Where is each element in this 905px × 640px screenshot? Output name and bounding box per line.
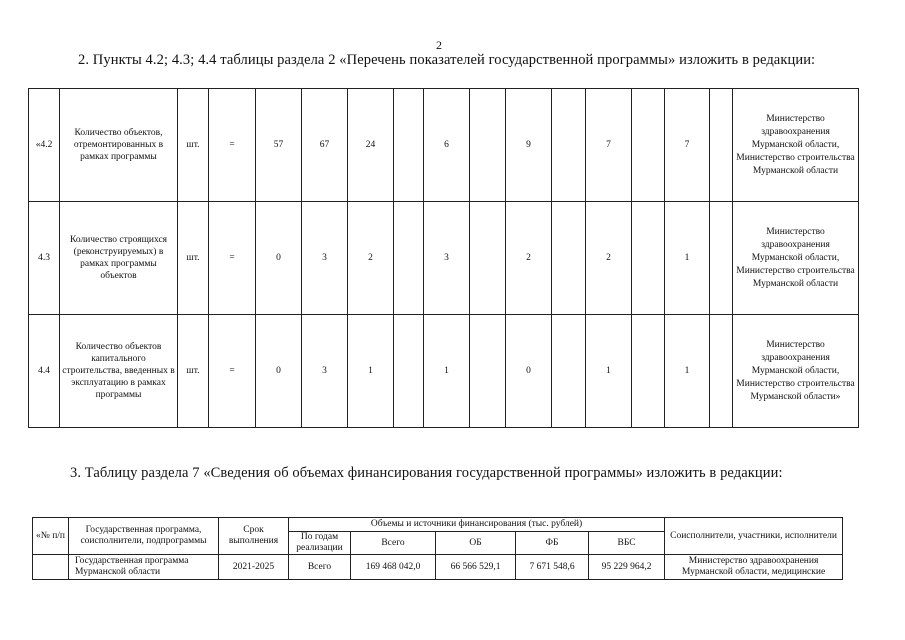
indicator-value-cell [552,202,586,315]
indicator-value-cell: 6 [424,89,470,202]
indicator-value-cell: 0 [506,315,552,428]
indicator-value-cell: 9 [506,89,552,202]
section-3-heading: 3. Таблицу раздела 7 «Сведения об объемах финансирования государственной программы» изложить в редакции: [70,465,783,481]
row-total: 169 468 042,0 [351,555,436,580]
indicator-value-cell [394,202,424,315]
header-program: Государственная программа, соисполнители, подпрограммы [69,518,219,555]
row-vbs: 95 229 964,2 [589,555,665,580]
row-fb: 7 671 548,6 [516,555,589,580]
funding-table [32,517,843,580]
indicator-value-cell: 1 [665,202,710,315]
row-num-cell: 4.4 [29,315,60,428]
indicators-table [28,88,859,428]
header-term: Срок выполнения [219,518,289,555]
row-years: Всего [289,555,351,580]
indicator-value-cell: 1 [424,315,470,428]
indicator-value-cell: 2 [586,202,632,315]
executors-cell: Министерство здравоохранения Мурманской области, Министерство строительства Мурманской области» [733,315,859,428]
indicator-value-cell: 2 [506,202,552,315]
indicator-name-cell: Количество объектов, отремонтированных в рамках программы [60,89,178,202]
indicator-value-cell: 3 [302,315,348,428]
row-ob: 66 566 529,1 [436,555,516,580]
unit-cell: шт. [178,202,209,315]
header-total: Всего [351,532,436,555]
indicator-value-cell [394,315,424,428]
unit-cell: шт. [178,315,209,428]
section-2-heading: 2. Пункты 4.2; 4.3; 4.4 таблицы раздела 2 «Перечень показателей государственной программы» изложить в редакции: [78,52,816,68]
header-num: «№ п/п [33,518,69,555]
indicator-value-cell: 7 [586,89,632,202]
indicator-value-cell [394,89,424,202]
unit-cell: шт. [178,89,209,202]
indicator-name-cell: Количество строящихся (реконструируемых) в рамках программы объектов [60,202,178,315]
row-num-cell: «4.2 [29,89,60,202]
indicator-value-cell [552,315,586,428]
indicator-value-cell: 7 [665,89,710,202]
indicator-value-cell [632,202,665,315]
indicator-value-cell [632,315,665,428]
indicator-value-cell [470,315,506,428]
indicator-value-cell: 3 [424,202,470,315]
executors-cell: Министерство здравоохранения Мурманской области, Министерство строительства Мурманской области [733,202,859,315]
indicator-value-cell [470,202,506,315]
executors-cell: Министерство здравоохранения Мурманской области, Министерство строительства Мурманской области [733,89,859,202]
header-fb: ФБ [516,532,589,555]
indicator-row [29,315,859,428]
indicator-value-cell: 1 [348,315,394,428]
indicator-value-cell [710,315,733,428]
indicator-row [29,202,859,315]
indicator-value-cell: 0 [256,202,302,315]
indicator-name-cell: Количество объектов капитального строительства, введенных в эксплуатацию в рамках программы [60,315,178,428]
indicator-value-cell: 2 [348,202,394,315]
trend-sign-cell: = [209,202,256,315]
indicator-value-cell: 24 [348,89,394,202]
row-num [33,555,69,580]
page-number: 2 [436,38,442,52]
indicator-value-cell: 57 [256,89,302,202]
row-term: 2021-2025 [219,555,289,580]
header-funding: Объемы и источники финансирования (тыс. рублей) [289,518,665,532]
header-vbs: ВБС [589,532,665,555]
header-by-years: По годам реализации [289,532,351,555]
trend-sign-cell: = [209,89,256,202]
indicator-value-cell: 0 [256,315,302,428]
indicator-value-cell: 1 [586,315,632,428]
indicator-value-cell [552,89,586,202]
indicator-value-cell [632,89,665,202]
row-program: Государственная программа Мурманской области [69,555,219,580]
indicator-value-cell: 1 [665,315,710,428]
header-executors: Соисполнители, участники, исполнители [665,518,843,555]
indicator-row [29,89,859,202]
indicator-value-cell [710,202,733,315]
header-ob: ОБ [436,532,516,555]
trend-sign-cell: = [209,315,256,428]
row-num-cell: 4.3 [29,202,60,315]
row-executors: Министерство здравоохранения Мурманской области, медицинские [665,555,843,580]
indicator-value-cell [470,89,506,202]
indicator-value-cell: 3 [302,202,348,315]
indicator-value-cell: 67 [302,89,348,202]
indicator-value-cell [710,89,733,202]
